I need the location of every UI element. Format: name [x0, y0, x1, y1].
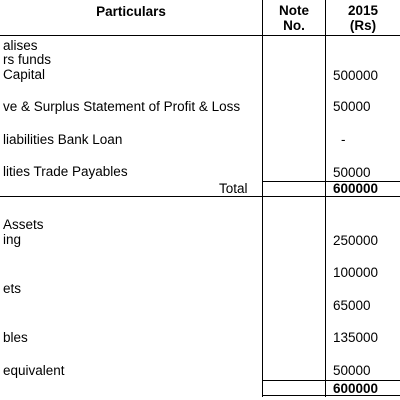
value-assets2: 65000: [333, 298, 371, 313]
value-total-liabilities: 600000: [333, 181, 379, 196]
header-bottom-line: [0, 35, 400, 36]
row-label-assets2: ets: [3, 281, 22, 296]
value-trade-payables: 50000: [333, 165, 371, 180]
value-receivables: 135000: [333, 330, 379, 345]
row-label-cash: equivalent: [3, 363, 65, 378]
value-reserves: 50000: [333, 99, 371, 114]
value-share-capital: 500000: [333, 68, 379, 83]
row-label-line1: alises: [3, 38, 38, 53]
grand-total-bottom-line: [263, 395, 400, 396]
header-note-line2: No.: [283, 18, 305, 33]
header-note-line1: Note: [279, 3, 309, 18]
total-label: Total: [219, 181, 248, 196]
row-label-reserves: ve & Surplus Statement of Profit & Loss: [3, 99, 241, 114]
column-divider-note: [325, 0, 326, 397]
row-label-building: ing: [3, 232, 22, 247]
row-label-receivables: bles: [3, 330, 28, 345]
header-particulars: Particulars: [96, 4, 166, 19]
header-year: 2015: [347, 3, 379, 18]
row-label-line2: rs funds: [3, 52, 52, 67]
value-cash: 50000: [333, 363, 371, 378]
row-label-share-capital: Capital: [3, 67, 46, 82]
row-label-bank-loan: liabilities Bank Loan: [3, 132, 123, 147]
row-label-trade-payables: lities Trade Payables: [3, 164, 128, 179]
row-label-assets: Assets: [3, 217, 44, 232]
grand-total-top-line: [263, 380, 400, 381]
column-divider-particulars: [262, 0, 263, 397]
value-total-assets: 600000: [333, 381, 379, 396]
section-divider-line: [0, 196, 400, 197]
header-currency: (Rs): [349, 18, 377, 33]
total-top-line: [263, 181, 400, 182]
value-item2: 100000: [333, 265, 379, 280]
value-bank-loan: -: [341, 132, 346, 147]
value-building: 250000: [333, 233, 379, 248]
